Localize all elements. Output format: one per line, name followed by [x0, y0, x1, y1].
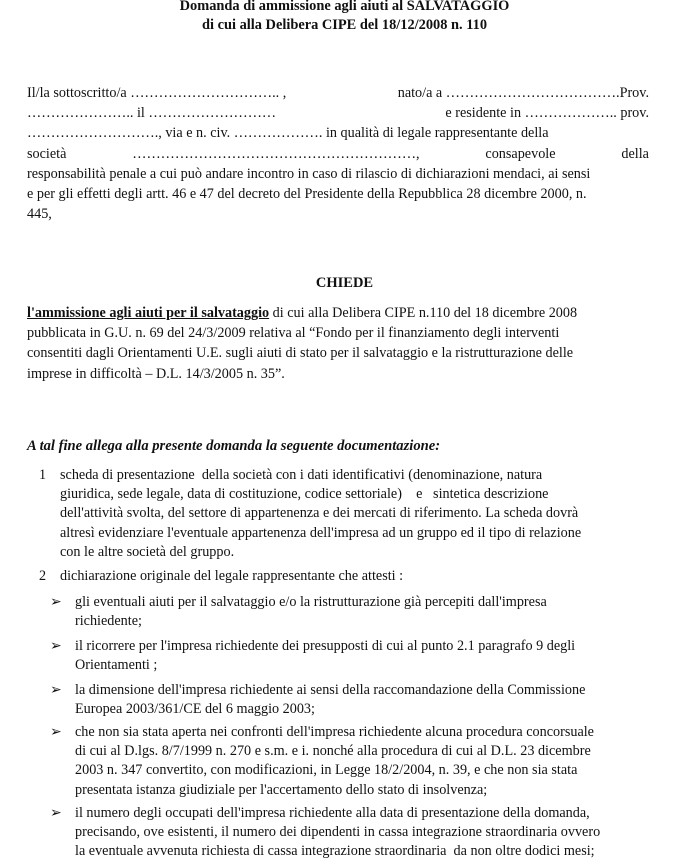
request-line: pubblicata in G.U. n. 69 del 24/3/2009 relativa al “Fondo per il finanziamento degli interventi	[27, 325, 560, 342]
intro-line: 445,	[27, 206, 52, 223]
declarant-paragraph	[27, 84, 649, 225]
request-paragraph	[27, 304, 649, 385]
list-item-line: dichiarazione originale del legale rappresentante che attesti :	[60, 568, 404, 584]
intro-line: Il/la sottoscritto/a ………………………….. , nato/a a ……………………………….Prov.	[27, 85, 649, 101]
list-item-line: scheda di presentazione della società con i dati identificativi (denominazione, natura	[60, 467, 543, 483]
list-item-line: con le altre società del gruppo.	[60, 543, 235, 560]
intro-line: società ……………………………………………………, consapevole della	[27, 145, 649, 162]
bullet-line: precisando, ove esistenti, il numero dei dipendenti in cassa integrazione straordinaria ovvero	[75, 824, 601, 841]
bullet-line: presentata istanza giudiziale per l'accertamento dello stato di insolvenza;	[75, 781, 488, 798]
arrow-bullet-icon: ➢	[50, 724, 62, 740]
list-item-line: giuridica, sede legale, data di costituzione, codice settoriale) e sintetica descrizione	[60, 486, 549, 503]
request-bold-phrase: l'ammissione agli aiuti per il salvataggio	[27, 305, 270, 321]
intro-line: ………………………., via e n. civ. ………………. in qualità di legale rappresentante della	[27, 125, 549, 142]
document-title-line-1: Domanda di ammissione agli aiuti al SALVATAGGIO	[179, 0, 510, 14]
bullet-line: di cui al D.lgs. 8/7/1999 n. 270 e s.m. e i. nonché alla procedura di cui al D.L. 23 dicembre	[75, 743, 591, 760]
arrow-bullet-icon: ➢	[50, 805, 62, 821]
arrow-bullet-icon: ➢	[50, 594, 62, 610]
request-line: imprese in difficoltà – D.L. 14/3/2005 n. 35”.	[27, 365, 285, 382]
bullet-line: che non sia stata aperta nei confronti dell'impresa richiedente alcuna procedura concorsuale	[75, 724, 594, 740]
bullet-line: la eventuale avvenuta richiesta di cassa integrazione straordinaria da non oltre dodici mesi;	[75, 843, 595, 860]
intro-line: ………………….. il ……………………… e residente in ……………….. prov.	[27, 105, 649, 122]
bullet-line: 2003 n. 347 convertito, con modificazioni, in Legge 18/2/2004, n. 39, e che non sia stata	[75, 762, 578, 779]
list-item-line: altresì evidenziare l'eventuale appartenenza dell'impresa ad un gruppo ed il tipo di relazione	[60, 524, 582, 541]
document-title-line-2: di cui alla Delibera CIPE del 18/12/2008 n. 110	[201, 17, 488, 33]
intro-line: e per gli effetti degli artt. 46 e 47 del decreto del Presidente della Repubblica 28 dicembre 2000, n.	[27, 185, 587, 202]
bullet-line: la dimensione dell'impresa richiedente ai sensi della raccomandazione della Commissione	[75, 682, 586, 698]
request-line: l'ammissione agli aiuti per il salvataggio di cui alla Delibera CIPE n.110 del 18 dicembre 2008	[27, 305, 578, 321]
list-number: 1	[39, 467, 47, 483]
bullet-line: Orientamenti ;	[75, 657, 158, 674]
bullet-line: il numero degli occupati dell'impresa richiedente alla data di presentazione della domanda,	[75, 805, 590, 821]
bullet-line: gli eventuali aiuti per il salvataggio e/o la ristrutturazione già percepiti dall'impresa	[75, 594, 547, 610]
section-heading-chiede: CHIEDE	[315, 275, 374, 291]
attachments-heading: A tal fine allega alla presente domanda la seguente documentazione:	[27, 438, 441, 454]
arrow-bullet-icon: ➢	[50, 682, 62, 698]
bullet-line: Europea 2003/361/CE del 6 maggio 2003;	[75, 701, 315, 718]
intro-line: responsabilità penale a cui può andare incontro in caso di rilascio di dichiarazioni mendaci, ai sensi	[27, 165, 591, 182]
bullet-line: richiedente;	[75, 613, 142, 630]
request-line: consentiti dagli Orientamenti U.E. sugli aiuti di stato per il salvataggio e la ristrutturazione delle	[27, 345, 574, 362]
bullet-line: il ricorrere per l'impresa richiedente dei presupposti di cui al punto 2.1 paragrafo 9 degli	[75, 638, 576, 654]
arrow-bullet-icon: ➢	[50, 638, 62, 654]
list-item-line: dell'attività svolta, del settore di appartenenza e dei mercati di riferimento. La scheda dovrà	[60, 505, 579, 522]
list-number: 2	[39, 568, 47, 584]
